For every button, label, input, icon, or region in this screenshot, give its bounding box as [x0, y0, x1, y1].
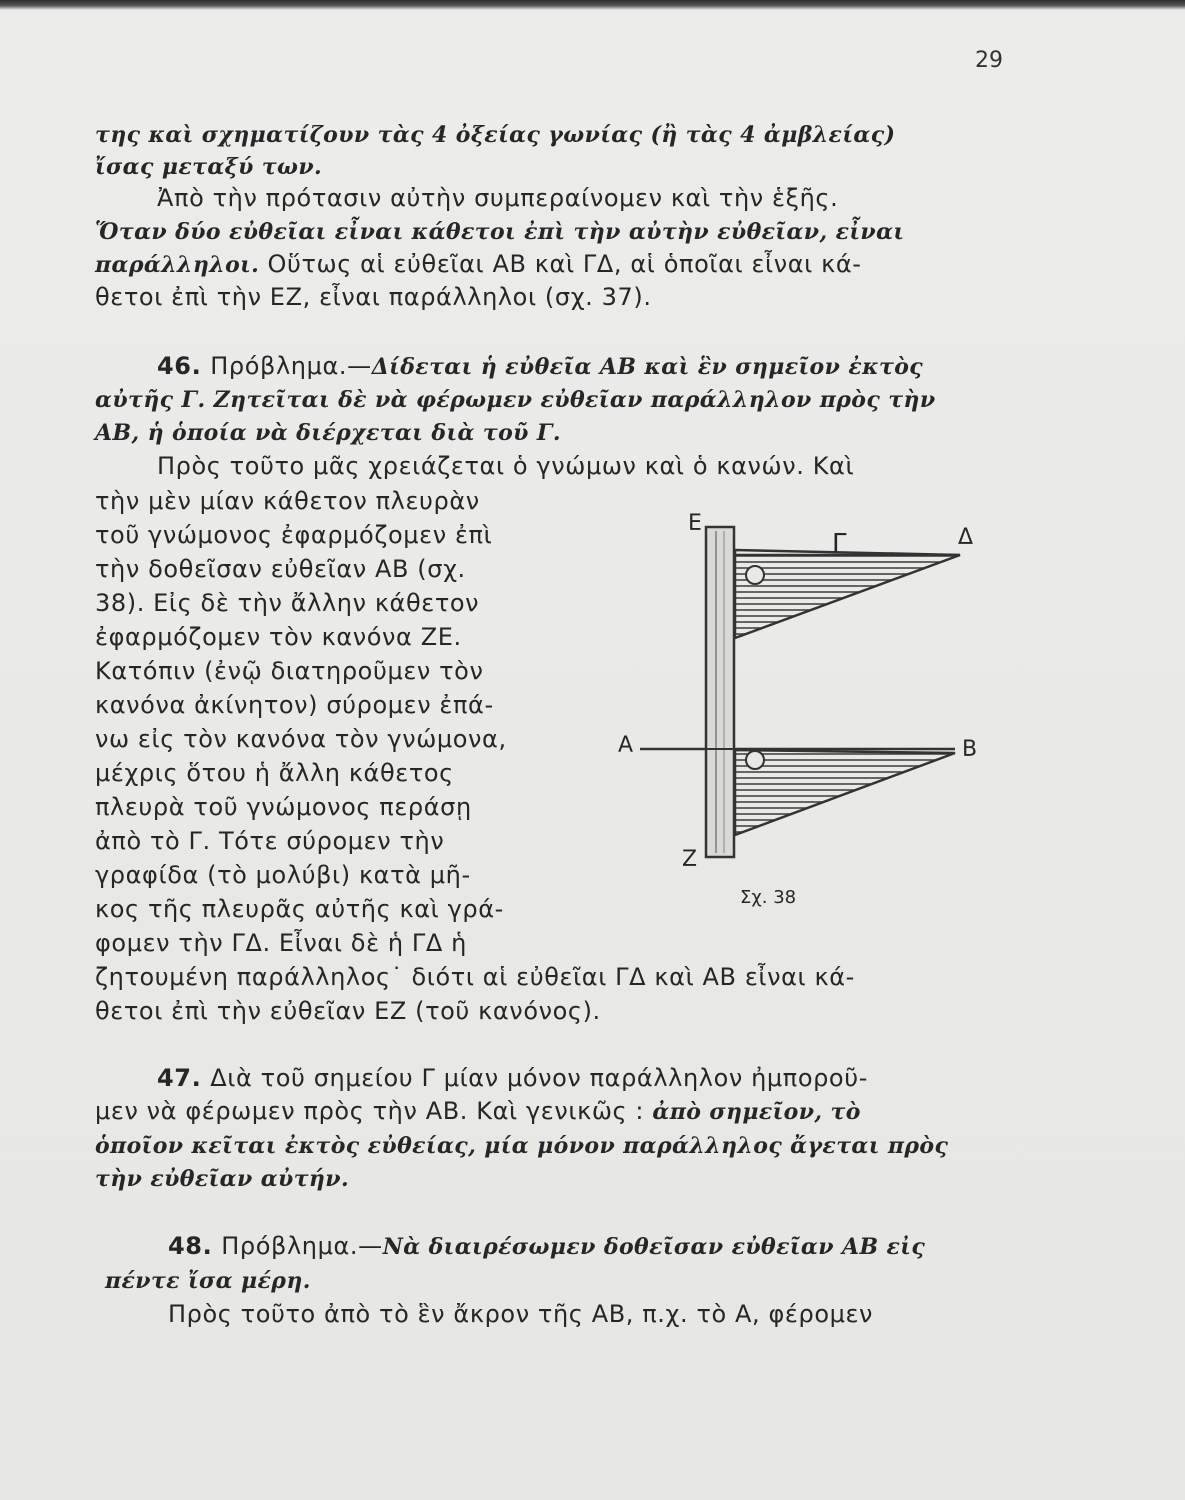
text-span: κανόνα ἀκίνητον) σύρομεν ἐπά- [95, 691, 494, 719]
text-span: 47. [157, 1064, 211, 1092]
text-span: αὐτῆς Γ. Ζητεῖται δὲ νὰ φέρωμεν εὐθεῖαν παράλληλον πρὸς τὴν [95, 387, 936, 413]
label-e: Ε [688, 511, 702, 536]
upper-set-square-hole [746, 566, 764, 584]
text-span: Οὕτως αἱ εὐθεῖαι ΑΒ καὶ ΓΔ, αἱ ὁποῖαι εἶναι κά- [259, 250, 862, 278]
lower-set-square [735, 750, 955, 835]
text-span: ἀπὸ τὸ Γ. Τότε σύρομεν τὴν [95, 827, 445, 855]
text-span: Ὅταν δύο εὐθεῖαι εἶναι κάθετοι ἐπὶ τὴν αὐτὴν εὐθεῖαν, εἶναι [95, 219, 905, 245]
binding-edge [0, 0, 1185, 10]
label-b: Β [962, 737, 978, 762]
text-line [95, 418, 561, 447]
text-span: φομεν τὴν ΓΔ. Εἶναι δὲ ἡ ΓΔ ἡ [95, 929, 467, 957]
label-z: Ζ [682, 847, 698, 872]
text-line [95, 725, 507, 753]
text-span: ὁποῖον κεῖται ἐκτὸς εὐθείας, μία μόνον παράλληλος ἄγεται πρὸς [95, 1133, 949, 1159]
text-line [95, 861, 471, 889]
lower-set-square-hole [746, 751, 764, 769]
text-span: θετοι ἐπὶ τὴν εὐθεῖαν ΕΖ (τοῦ κανόνος). [95, 997, 601, 1025]
text-span: παράλληλοι. [95, 252, 260, 278]
figure-38 [600, 505, 1020, 925]
text-line [95, 657, 483, 685]
text-span: ἐφαρμόζομεν τὸν κανόνα ΖΕ. [95, 623, 462, 651]
text-line [95, 1131, 948, 1160]
text-line [95, 589, 479, 617]
text-line [95, 997, 601, 1025]
text-span: ἀπὸ σημεῖον, τὸ [652, 1099, 861, 1125]
text-span: ζητουμένη παράλληλος˙ διότι αἱ εὐθεῖαι ΓΔ καὶ ΑΒ εἶναι κά- [95, 963, 855, 991]
text-span: Πρὸς τοῦτο ἀπὸ τὸ ἓν ἄκρον τῆς ΑΒ, π.χ. τὸ Α, φέρομεν [168, 1300, 874, 1328]
label-delta: Δ [958, 525, 974, 550]
text-line [95, 1097, 861, 1126]
text-span: Πρόβλημα.— [210, 352, 372, 380]
text-span: 46. [157, 352, 211, 380]
text-span: Πρὸς τοῦτο μᾶς χρειάζεται ὁ γνώμων καὶ ὁ κανών. Καὶ [157, 452, 855, 480]
text-line [95, 963, 855, 991]
text-span: 38). Εἰς δὲ τὴν ἄλλην κάθετον [95, 589, 480, 617]
text-span: Κατόπιν (ἐνῷ διατηροῦμεν τὸν [95, 657, 484, 685]
text-span: Πρόβλημα.— [221, 1232, 383, 1260]
text-span: Δίδεται ἡ εὐθεῖα ΑΒ καὶ ἓν σημεῖον ἐκτὸς [371, 354, 924, 380]
ruler-setsquare-diagram [600, 505, 1020, 925]
text-line [168, 1232, 925, 1261]
page-number: 29 [975, 48, 1003, 73]
text-line [95, 250, 862, 279]
text-line [95, 385, 936, 414]
text-span: τὴν εὐθεῖαν αὐτήν. [95, 1166, 350, 1192]
text-span: πλευρὰ τοῦ γνώμονος περάσῃ [95, 793, 472, 821]
text-span: μεν νὰ φέρωμεν πρὸς τὴν ΑΒ. Καὶ γενικῶς : [95, 1097, 653, 1125]
text-line [168, 1300, 873, 1328]
text-line [105, 1266, 311, 1295]
text-span: νω εἰς τὸν κανόνα τὸν γνώμονα, [95, 725, 507, 753]
upper-set-square [735, 550, 960, 638]
text-span: Διὰ τοῦ σημείου Γ μίαν μόνον παράλληλον ἠμποροῦ- [210, 1064, 868, 1092]
text-line [157, 352, 923, 381]
text-span: Νὰ διαιρέσωμεν δοθεῖσαν εὐθεῖαν ΑΒ εἰς [382, 1234, 926, 1260]
text-line [95, 793, 472, 821]
label-gamma: Γ [832, 529, 847, 559]
ruler-ez [706, 527, 734, 857]
text-line [95, 555, 466, 583]
text-line [157, 452, 854, 480]
text-span: κος τῆς πλευρᾶς αὐτῆς καὶ γρά- [95, 895, 504, 923]
text-span: τὴν μὲν μίαν κάθετον πλευρὰν [95, 487, 480, 515]
text-line [95, 521, 492, 549]
label-a: Α [618, 733, 634, 758]
text-line [95, 623, 462, 651]
text-span: της καὶ σχηματίζουν τὰς 4 ὀξείας γωνίας (ἢ τὰς 4 ἀμβλείας) [95, 122, 896, 148]
text-line [95, 827, 444, 855]
text-line [157, 1064, 868, 1092]
text-span: γραφίδα (τὸ μολύβι) κατὰ μῆ- [95, 861, 471, 889]
text-line [95, 487, 480, 515]
text-line [95, 283, 652, 311]
text-line [95, 152, 322, 181]
text-span: πέντε ἴσα μέρη. [105, 1268, 311, 1294]
text-line [95, 929, 467, 957]
text-span: τὴν δοθεῖσαν εὐθεῖαν ΑΒ (σχ. [95, 555, 466, 583]
text-span: Ἀπὸ τὴν πρότασιν αὐτὴν συμπεραίνομεν καὶ τὴν ἑξῆς. [157, 184, 839, 212]
text-span: 48. [168, 1232, 222, 1260]
text-span: ΑΒ, ἡ ὁποία νὰ διέρχεται διὰ τοῦ Γ. [95, 420, 561, 446]
text-line [95, 759, 454, 787]
text-line [95, 217, 904, 246]
figure-caption: Σχ. 38 [740, 887, 797, 908]
text-span: θετοι ἐπὶ τὴν ΕΖ, εἶναι παράλληλοι (σχ. 37). [95, 283, 652, 311]
text-line [95, 1164, 349, 1193]
text-span: μέχρις ὅτου ἡ ἄλλη κάθετος [95, 759, 454, 787]
text-line [157, 184, 838, 212]
text-span: τοῦ γνώμονος ἐφαρμόζομεν ἐπὶ [95, 521, 493, 549]
text-span: ἴσας μεταξύ των. [95, 154, 323, 180]
text-line [95, 895, 504, 923]
text-line [95, 120, 895, 149]
text-line [95, 691, 494, 719]
